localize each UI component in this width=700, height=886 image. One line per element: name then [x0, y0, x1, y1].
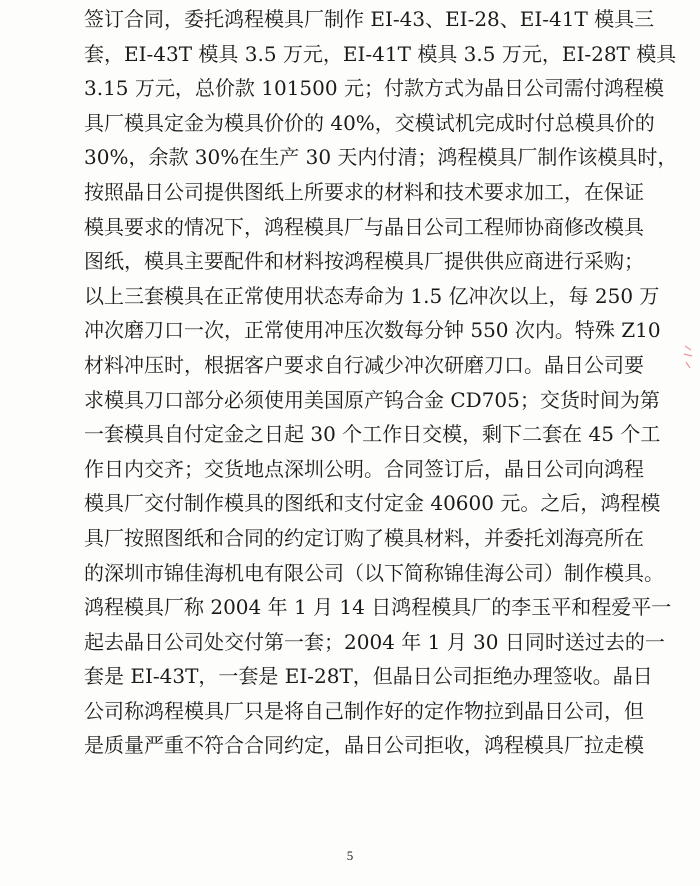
text-line: 一套模具自付定金之日起 30 个工作日交模，剩下二套在 45 个工	[84, 422, 661, 447]
text-line: 具厂按照图纸和合同的约定订购了模具材料，并委托刘海亮所在	[84, 525, 644, 550]
text-line: 具厂模具定金为模具价价的 40%，交模试机完成时付总模具价的	[84, 110, 655, 135]
text-line: 作日内交齐；交货地点深圳公明。合同签订后，晶日公司向鸿程	[84, 456, 644, 481]
page-number: 5	[346, 848, 354, 863]
text-line: 30%，余款 30%在生产 30 天内付清；鸿程模具厂制作该模具时，	[84, 145, 678, 170]
text-line: 公司称鸿程模具厂只是将自己制作好的定作物拉到晶日公司，但	[84, 698, 644, 723]
text-line: 求模具刀口部分必须使用美国原产钨合金 CD705；交货时间为第	[84, 387, 660, 412]
text-line: 套是 EI-43T，一套是 EI-28T，但晶日公司拒绝办理签收。晶日	[84, 664, 653, 689]
text-line: 是质量严重不符合合同约定，晶日公司拒收，鸿程模具厂拉走模	[84, 733, 644, 758]
text-line: 图纸，模具主要配件和材料按鸿程模具厂提供供应商进行采购；	[84, 249, 644, 274]
body-text	[84, 2, 678, 763]
text-line: 材料冲压时，根据客户要求自行减少冲次研磨刀口。晶日公司要	[84, 352, 644, 377]
text-line: 套，EI-43T 模具 3.5 万元，EI-41T 模具 3.5 万元，EI-28T 模具	[84, 41, 677, 66]
text-line: 鸿程模具厂称 2004 年 1 月 14 日鸿程模具厂的李玉平和程爱平一	[84, 595, 672, 620]
text-line: 模具厂交付制作模具的图纸和支付定金 40600 元。之后，鸿程模	[84, 491, 661, 516]
text-line: 按照晶日公司提供图纸上所要求的材料和技术要求加工，在保证	[84, 179, 644, 204]
text-line: 的深圳市锦佳海机电有限公司（以下简称锦佳海公司）制作模具。	[84, 560, 664, 585]
text-line: 签订合同，委托鸿程模具厂制作 EI-43、EI-28、EI-41T 模具三	[84, 7, 655, 31]
text-line: 冲次磨刀口一次，正常使用冲压次数每分钟 550 次内。特殊 Z10	[84, 318, 661, 343]
seal-edge-mark	[682, 344, 694, 370]
text-line: 以上三套模具在正常使用状态寿命为 1.5 亿冲次以上，每 250 万	[84, 283, 660, 308]
text-line: 模具要求的情况下，鸿程模具厂与晶日公司工程师协商修改模具	[84, 214, 644, 239]
text-line: 起去晶日公司处交付第一套；2004 年 1 月 30 日同时送过去的一	[84, 629, 665, 654]
text-line: 3.15 万元，总价款 101500 元；付款方式为晶日公司需付鸿程模	[84, 76, 664, 101]
